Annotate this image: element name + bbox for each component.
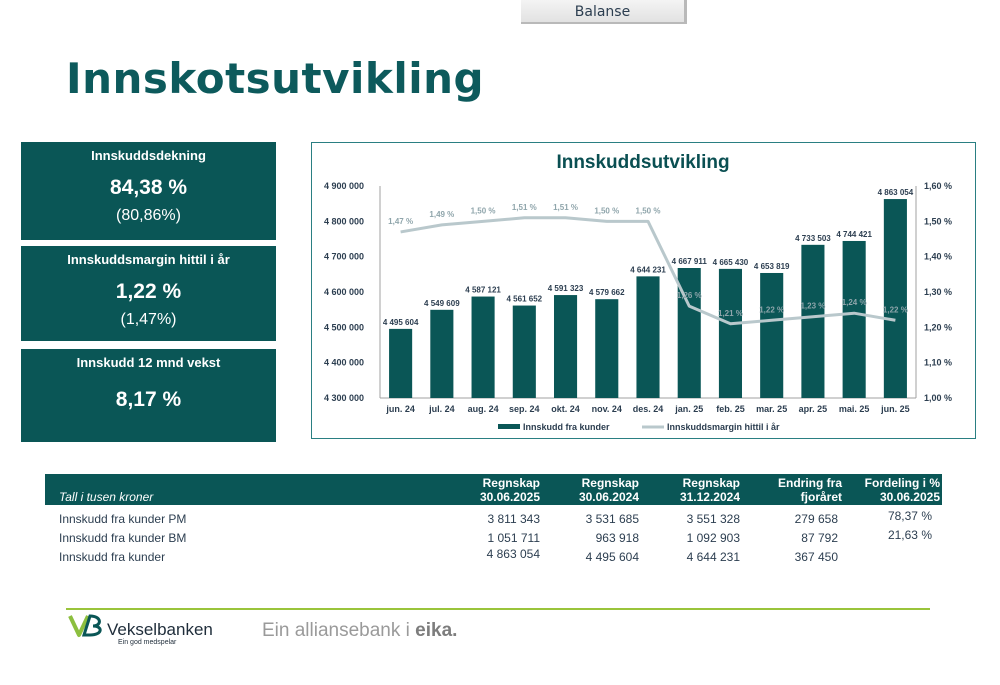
y-tick-label: 4 300 000 <box>323 393 364 403</box>
cell: 279 658 <box>794 512 838 526</box>
table-header <box>45 474 942 505</box>
legend-line-label: Innskuddsmargin hittil i år <box>667 422 780 432</box>
cell: 3 531 685 <box>585 512 639 526</box>
page-title: Innskotsutvikling <box>66 54 485 103</box>
line-data-label: 1,23 % <box>800 301 826 311</box>
bar-data-label: 4 579 662 <box>588 288 625 298</box>
y2-tick-label: 1,00 % <box>924 393 953 403</box>
brand-name: Vekselbanken <box>107 620 213 639</box>
kpi-sub: (1,47%) <box>120 311 177 328</box>
y2-tick-label: 1,40 % <box>924 251 953 262</box>
x-tick-label: mar. 25 <box>756 404 788 414</box>
bar-data-label: 4 587 121 <box>465 285 501 295</box>
cell: 3 811 343 <box>487 512 540 526</box>
bar-data-label: 4 591 323 <box>547 284 584 294</box>
table-header-col: Regnskap 31.12.2024 <box>679 476 740 504</box>
legend-bar-label: Innskudd fra kunder <box>523 422 610 432</box>
row-name: Innskudd fra kunder BM <box>59 531 187 545</box>
cell: 1 092 903 <box>686 531 740 545</box>
cell: 78,37 % <box>887 509 932 523</box>
bar-data-label: 4 744 421 <box>836 229 872 239</box>
line-data-label: 1,50 % <box>594 206 620 216</box>
kpi-innskuddsdekning <box>21 142 276 240</box>
y-tick-label: 4 700 000 <box>323 251 364 262</box>
kpi-value: 1,22 % <box>115 280 182 303</box>
line-data-label: 1,26 % <box>676 291 702 301</box>
x-tick-label: aug. 24 <box>467 404 499 414</box>
bar <box>389 329 412 398</box>
y2-tick-label: 1,30 % <box>924 287 953 297</box>
x-tick-label: jun. 24 <box>386 404 415 414</box>
chart-title: Innskuddsutvikling <box>556 152 730 173</box>
x-tick-label: des. 24 <box>632 404 664 414</box>
bar <box>801 245 824 398</box>
deposit-table <box>45 474 942 566</box>
bar <box>719 269 742 398</box>
bar <box>472 297 495 398</box>
bar <box>843 241 866 398</box>
bar <box>430 310 453 398</box>
table-row <box>45 509 942 528</box>
bar-data-label: 4 644 231 <box>630 265 666 275</box>
alliance-text: Ein alliansebank i eika. <box>262 620 458 641</box>
line-data-label: 1,47 % <box>388 216 414 226</box>
bar-data-label: 4 495 604 <box>382 317 419 327</box>
x-tick-label: jul. 24 <box>429 404 455 414</box>
bar-data-label: 4 665 430 <box>712 257 749 267</box>
bar <box>595 299 618 398</box>
bar <box>760 273 783 398</box>
chart-container <box>311 142 976 439</box>
x-tick-label: jan. 25 <box>675 404 704 414</box>
cell: 367 450 <box>794 550 838 564</box>
bar-data-label: 4 549 609 <box>424 298 460 308</box>
y-tick-label: 4 900 000 <box>323 181 364 191</box>
kpi-value: 8,17 % <box>115 388 182 411</box>
row-name: Innskudd fra kunder <box>59 550 166 564</box>
line-data-label: 1,51 % <box>553 202 578 212</box>
eika-logo: eika. <box>415 620 458 641</box>
bar <box>884 199 907 398</box>
cell: 1 051 711 <box>487 531 540 545</box>
y-tick-label: 4 500 000 <box>323 322 364 333</box>
line-data-label: 1,49 % <box>429 209 455 219</box>
x-tick-label: nov. 24 <box>591 404 622 414</box>
cell: 963 918 <box>595 531 639 545</box>
table-header-unit: Tall i tusen kroner <box>59 490 154 504</box>
x-tick-label: sep. 24 <box>509 404 540 414</box>
kpi-value: 84,38 % <box>109 176 188 199</box>
y-tick-label: 4 800 000 <box>323 216 364 227</box>
kpi-label: Innskuddsmargin hittil i år <box>67 252 230 267</box>
bar-data-label: 4 653 819 <box>753 261 790 271</box>
bar <box>513 306 536 398</box>
row-name: Innskudd fra kunder PM <box>59 512 187 526</box>
cell: 21,63 % <box>887 528 932 542</box>
cell: 4 644 231 <box>686 550 740 564</box>
x-tick-label: okt. 24 <box>551 404 580 414</box>
cell: 4 863 054 <box>486 547 540 561</box>
y2-tick-label: 1,50 % <box>924 216 953 227</box>
kpi-innskuddsmargin <box>21 246 276 341</box>
bar-data-label: 4 561 652 <box>506 294 543 304</box>
kpi-label: Innskudd 12 mnd vekst <box>76 355 221 370</box>
cell: 4 495 604 <box>585 550 639 564</box>
line-data-label: 1,50 % <box>635 206 661 216</box>
bar-data-label: 4 667 911 <box>671 257 707 267</box>
footer-divider <box>66 608 930 610</box>
line-data-label: 1,24 % <box>841 298 867 308</box>
y2-tick-label: 1,10 % <box>924 357 953 368</box>
legend-bar-swatch <box>498 424 520 429</box>
y-tick-label: 4 400 000 <box>323 357 364 368</box>
bar <box>554 295 577 398</box>
line-data-label: 1,21 % <box>718 308 743 318</box>
y-tick-label: 4 600 000 <box>323 287 364 297</box>
table-header-col: Fordeling i % 30.06.2025 <box>864 476 940 504</box>
brand-tagline: Ein god medspelar <box>118 639 177 646</box>
line-data-label: 1,51 % <box>511 202 537 212</box>
x-tick-label: mai. 25 <box>838 404 870 414</box>
table-header-col: Regnskap 30.06.2025 <box>479 476 540 504</box>
x-tick-label: feb. 25 <box>716 404 745 414</box>
x-tick-label: apr. 25 <box>798 404 828 414</box>
table-row <box>45 547 942 566</box>
table-header-col: Endring fra fjoråret <box>777 476 842 504</box>
y2-tick-label: 1,60 % <box>924 181 953 191</box>
line-data-label: 1,22 % <box>759 305 785 315</box>
line-data-label: 1,22 % <box>882 305 908 315</box>
kpi-sub: (80,86%) <box>116 207 181 224</box>
cell: 3 551 328 <box>686 512 740 526</box>
innskudd-chart <box>312 143 975 438</box>
cell: 87 792 <box>801 531 838 545</box>
tab-balanse[interactable]: Balanse <box>521 0 687 24</box>
bar-data-label: 4 733 503 <box>795 233 831 243</box>
x-tick-label: jun. 25 <box>881 404 910 414</box>
bar <box>636 276 659 398</box>
kpi-innskudd-vekst <box>21 349 276 442</box>
kpi-label: Innskuddsdekning <box>91 148 206 163</box>
y2-tick-label: 1,20 % <box>924 322 953 333</box>
bar-data-label: 4 863 054 <box>877 188 914 198</box>
vekselbanken-logo-icon <box>68 613 104 639</box>
line-data-label: 1,50 % <box>470 206 496 216</box>
table-header-col: Regnskap 30.06.2024 <box>578 476 639 504</box>
table-row <box>45 528 942 547</box>
